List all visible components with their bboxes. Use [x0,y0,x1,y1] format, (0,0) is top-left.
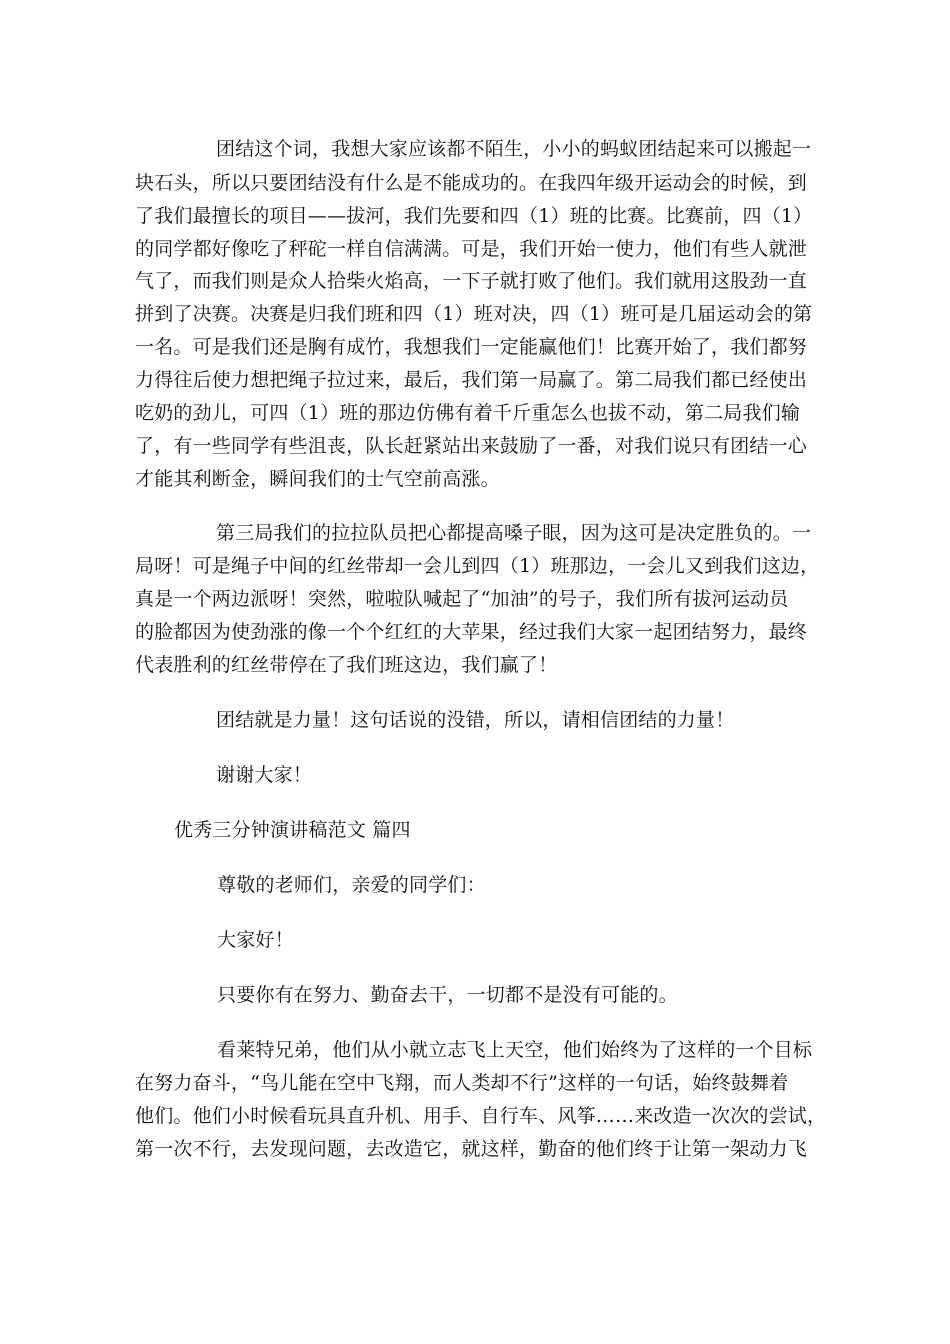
paragraph-2-line-2: 局呀！可是绳子中间的红丝带却一会儿到四（1）班那边，一会儿又到我们这边， [135,555,820,577]
paragraph-1-line-4: 的同学都好像吃了秤砣一样自信满满。可是，我们开始一使力，他们有些人就泄 [135,238,808,260]
paragraph-1-line-7: 一名。可是我们还是胸有成竹，我想我们一定能赢他们！比赛开始了，我们都努 [135,336,808,358]
paragraph-1-line-1: 团结这个词，我想大家应该都不陌生，小小的蚂蚁团结起来可以搬起一 [216,138,812,160]
paragraph-6-line-3: 他们。他们小时候看玩具直升机、用手、自行车、风筝……来改造一次次的尝试， [135,1105,827,1127]
paragraph-6-line-4: 第一次不行，去发现问题，去改造它，就这样，勤奋的他们终于让第一架动力飞 [135,1138,808,1160]
paragraph-1-line-5: 气了，而我们则是众人拾柴火焰高，一下子就打败了他们。我们就用这股劲一直 [135,270,808,292]
paragraph-6-line-1: 看莱特兄弟，他们从小就立志飞上天空，他们始终为了这样的一个目标 [217,1039,813,1061]
paragraph-1-line-11: 才能其利断金，瞬间我们的士气空前高涨。 [135,468,500,490]
paragraph-1-line-10: 了，有一些同学有些沮丧，队长赶紧站出来鼓励了一番，对我们说只有团结一心 [135,435,808,457]
paragraph-1-line-2: 块石头，所以只要团结没有什么是不能成功的。在我四年级开运动会的时候，到 [135,172,808,194]
paragraph-3: 团结就是力量！这句话说的没错，所以，请相信团结的力量！ [216,709,735,731]
paragraph-1-line-8: 力得往后使力想把绳子拉过来，最后，我们第一局赢了。第二局我们都已经使出 [135,369,808,391]
paragraph-2-line-1: 第三局我们的拉拉队员把心都提高嗓子眼，因为这可是决定胜负的。一 [216,522,812,544]
paragraph-1-line-9: 吃奶的劲儿，可四（1）班的那边仿佛有着千斤重怎么也拔不动，第二局我们输 [135,402,801,424]
paragraph-2-line-3: 真是一个两边派呀！突然，啦啦队喊起了“加油”的号子，我们所有拔河运动员 [135,588,789,610]
paragraph-2-line-5: 代表胜利的红丝带停在了我们班这边，我们赢了！ [135,654,558,676]
paragraph-1-line-6: 拼到了决赛。决赛是归我们班和四（1）班对决，四（1）班可是几届运动会的第 [135,303,813,325]
paragraph-4: 谢谢大家！ [216,764,313,786]
greeting: 尊敬的老师们，亲爱的同学们： [217,874,486,896]
hello: 大家好！ [217,929,294,951]
paragraph-2-line-4: 的脸都因为使劲涨的像一个个红红的大苹果，经过我们大家一起团结努力，最终 [135,621,808,643]
paragraph-6-line-2: 在努力奋斗，“鸟儿能在空中飞翔，而人类却不行”这样的一句话，始终鼓舞着 [135,1072,789,1094]
section-heading: 优秀三分钟演讲稿范文 篇四 [174,819,411,841]
paragraph-1-line-3: 了我们最擅长的项目——拔河，我们先要和四（1）班的比赛。比赛前，四（1） [135,205,813,227]
paragraph-5: 只要你有在努力、勤奋去干，一切都不是没有可能的。 [217,984,678,1006]
